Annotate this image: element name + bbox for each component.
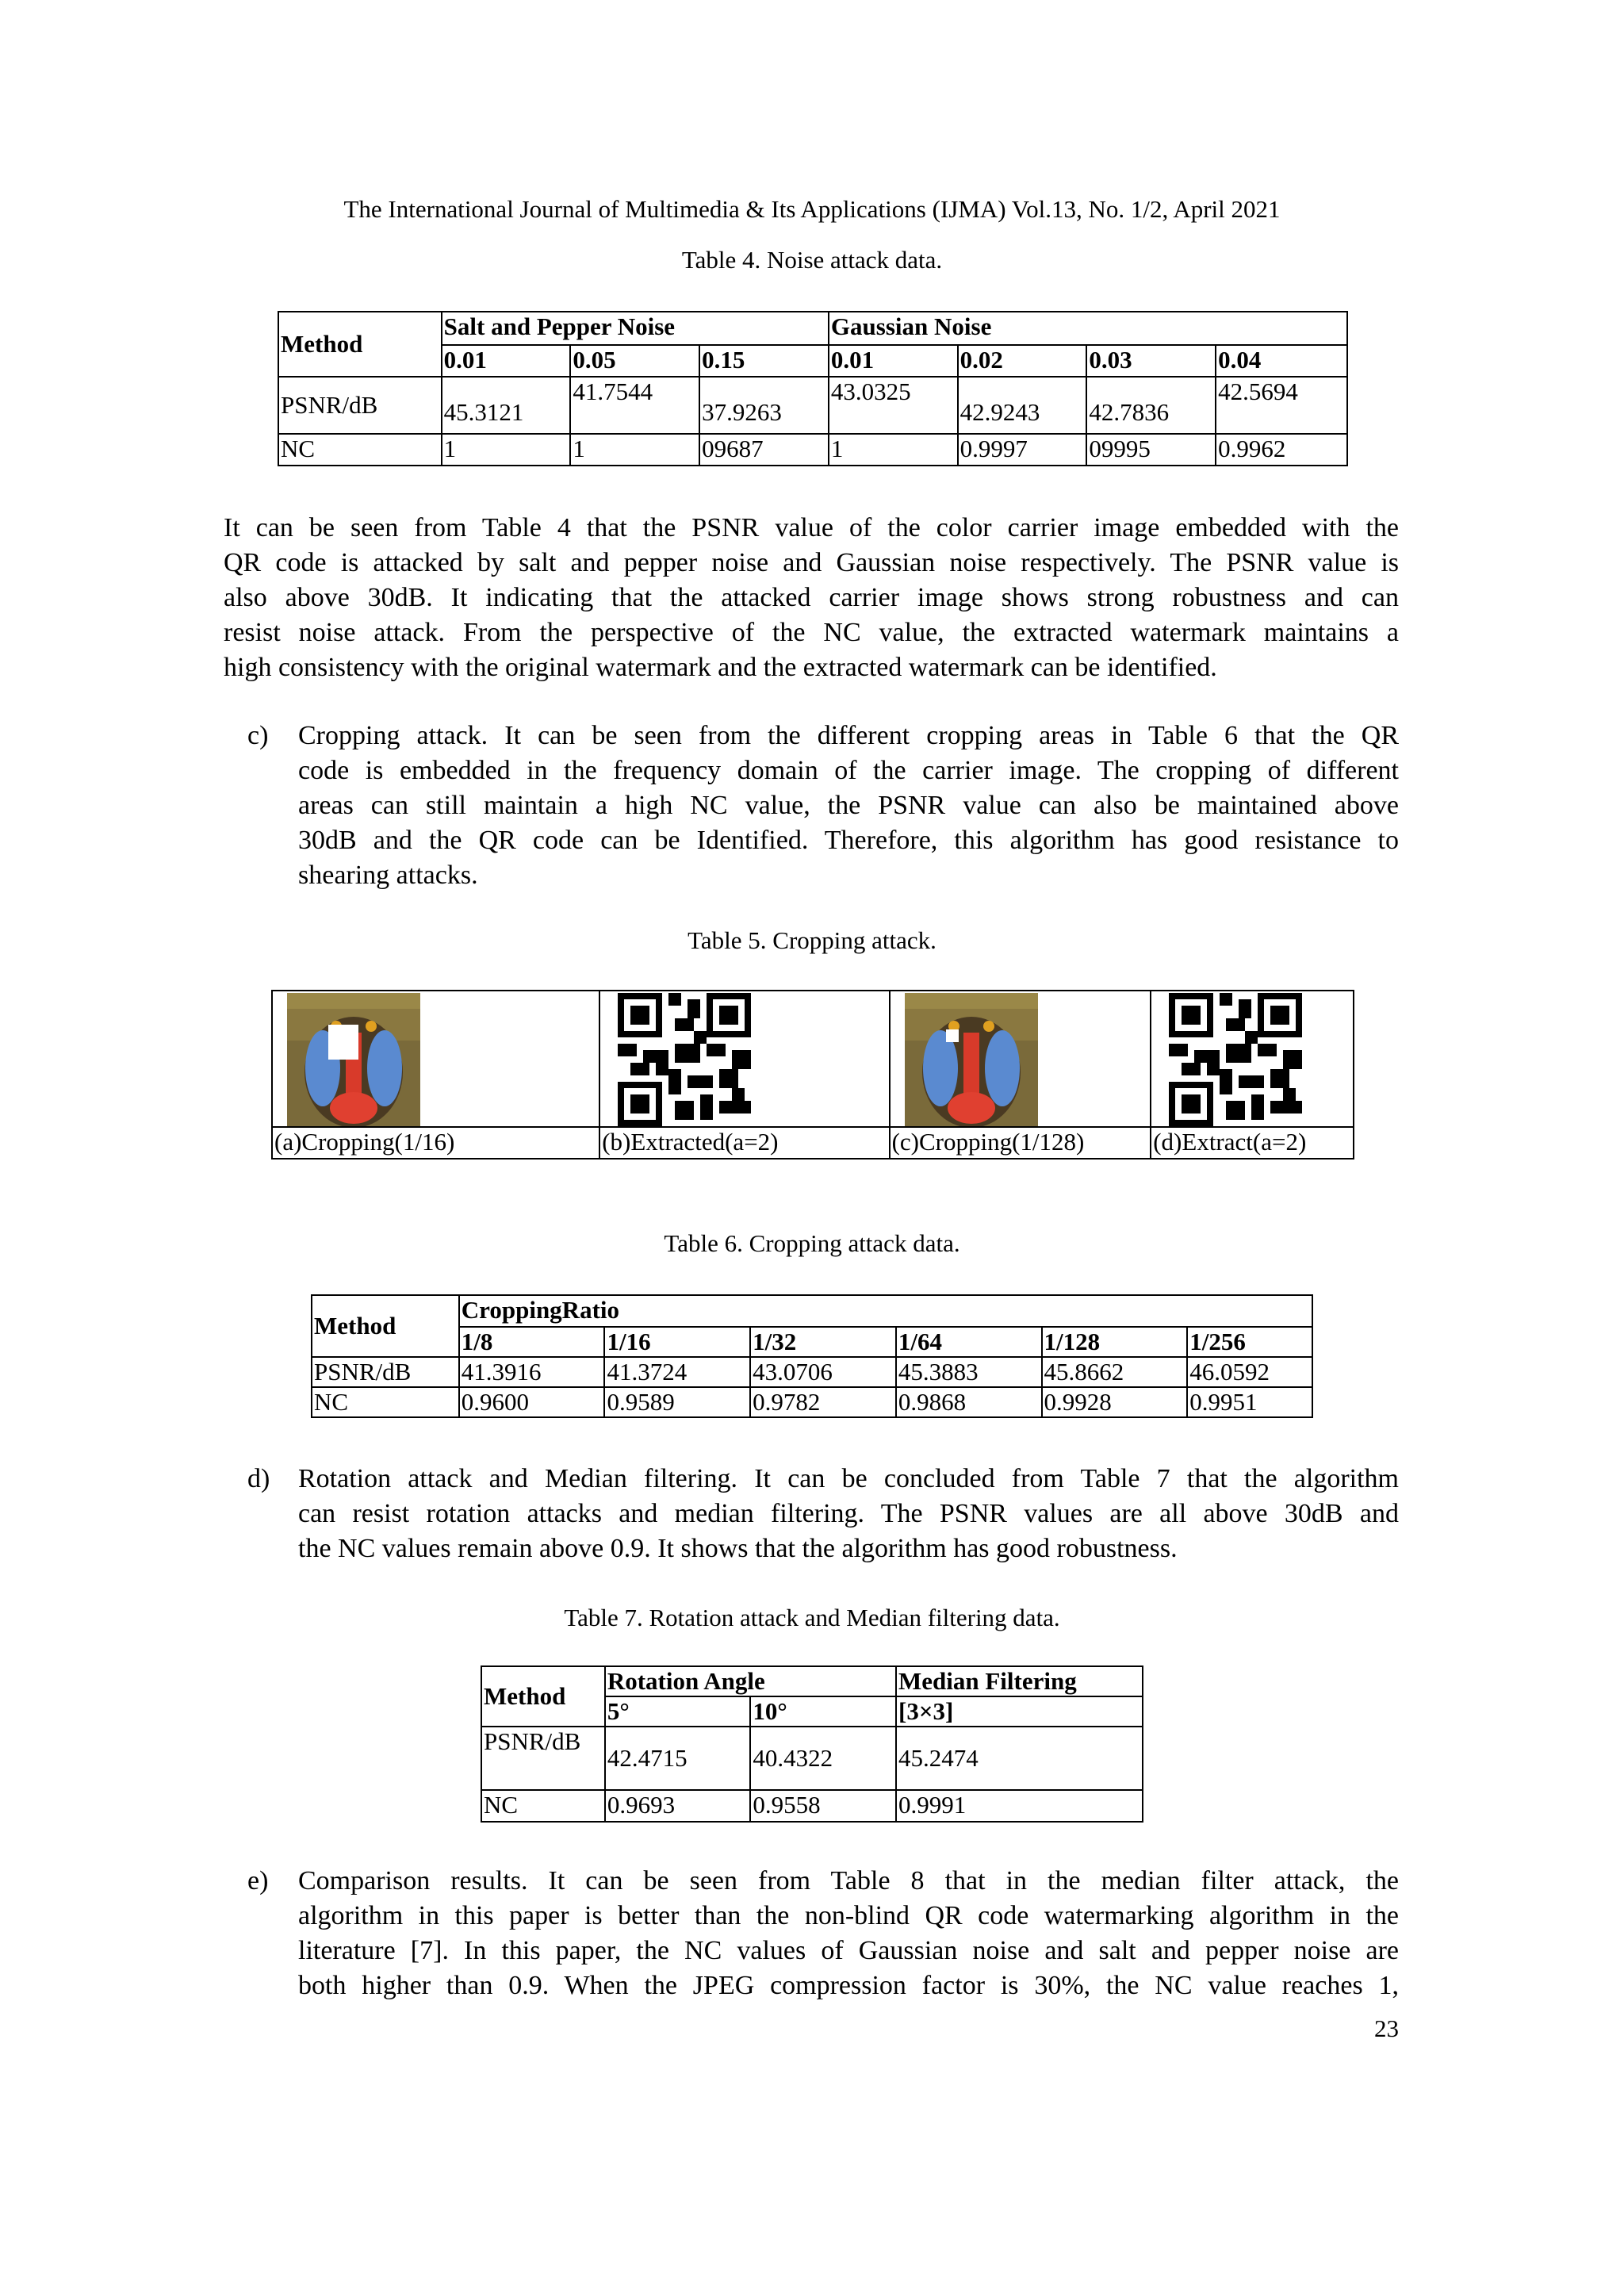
table6-col: 1/32 — [750, 1327, 896, 1357]
table5-label: (c)Cropping(1/128) — [890, 1127, 1151, 1159]
text-line: It can be seen from Table 4 that the PSNR value of the color carrier image embedded with the — [224, 513, 1399, 542]
table6-col: 1/16 — [604, 1327, 750, 1357]
table5-label: (b)Extracted(a=2) — [599, 1127, 889, 1159]
text-line: Cropping attack. It can be seen from the different cropping areas in Table 6 that the QR — [298, 721, 1399, 750]
table6-cell: 45.3883 — [896, 1357, 1042, 1387]
table6-cell: 41.3724 — [604, 1357, 750, 1387]
text-line: areas can still maintain a high NC value, the PSNR value can also be maintained above — [298, 791, 1399, 820]
table4-method-header: Method — [278, 312, 442, 377]
text-line: Comparison results. It can be seen from Table 8 that in the median filter attack, the — [298, 1866, 1399, 1895]
qr-code-extracted-image — [1169, 993, 1302, 1126]
table6-cell: 0.9782 — [750, 1387, 896, 1417]
table7-col: 5° — [605, 1696, 751, 1727]
table-row — [312, 1387, 1312, 1417]
table7-cell: 0.9558 — [750, 1790, 896, 1822]
text-line: the NC values remain above 0.9. It shows that the algorithm has good robustness. — [298, 1534, 1178, 1563]
qr-code-extracted-image — [618, 993, 751, 1126]
table-row — [481, 1727, 1143, 1790]
table5 — [271, 990, 1354, 1159]
table4-row-label: PSNR/dB — [278, 377, 442, 434]
table4-col: 0.04 — [1216, 345, 1347, 377]
table6 — [311, 1294, 1313, 1418]
table4-cell: 43.0325 — [829, 377, 958, 434]
table6-col: 1/64 — [896, 1327, 1042, 1357]
table7-cell: 40.4322 — [750, 1727, 896, 1790]
table6-cell: 43.0706 — [750, 1357, 896, 1387]
table4-cell: 0.9962 — [1216, 434, 1347, 466]
table4-cell: 42.5694 — [1216, 377, 1347, 434]
table6-cell: 0.9868 — [896, 1387, 1042, 1417]
table6-method-header: Method — [312, 1295, 459, 1357]
table7-col: [3×3] — [896, 1696, 1143, 1727]
table4-cell: 1 — [829, 434, 958, 466]
table6-col: 1/128 — [1042, 1327, 1188, 1357]
text-line: algorithm in this paper is better than the non-blind QR code watermarking algorithm in the — [298, 1901, 1399, 1930]
table7-cell: 45.2474 — [896, 1727, 1143, 1790]
table6-cell: 46.0592 — [1187, 1357, 1312, 1387]
table7-group-median: Median Filtering — [896, 1666, 1143, 1696]
text-line: can resist rotation attacks and median filtering. The PSNR values are all above 30dB and — [298, 1499, 1399, 1528]
list-item-body — [298, 1864, 1399, 2003]
baboon-cropped-image — [905, 993, 1038, 1126]
table4-group-gaussian: Gaussian Noise — [829, 312, 1347, 345]
table5-caption: Table 5. Cropping attack. — [688, 926, 936, 954]
table5-label: (a)Cropping(1/16) — [272, 1127, 599, 1159]
table4-cell: 42.9243 — [958, 377, 1087, 434]
table5-label: (d)Extract(a=2) — [1151, 1127, 1354, 1159]
table7-method-header: Method — [481, 1666, 605, 1727]
table7-cell: 42.4715 — [605, 1727, 751, 1790]
table7-row-label: NC — [481, 1790, 605, 1822]
table6-cell: 41.3916 — [459, 1357, 605, 1387]
table-row — [278, 377, 1347, 434]
table4-cell: 37.9263 — [699, 377, 829, 434]
list-item-marker: e) — [247, 1866, 269, 1895]
table4-cell: 09687 — [699, 434, 829, 466]
page-number: 23 — [1374, 2014, 1399, 2042]
table5-image-cell — [272, 991, 599, 1127]
table-row — [481, 1790, 1143, 1822]
list-item-body — [298, 1462, 1399, 1566]
table7 — [481, 1665, 1143, 1823]
text-line: both higher than 0.9. When the JPEG compression factor is 30%, the NC value reaches 1, — [298, 1971, 1399, 2000]
baboon-cropped-image — [287, 993, 420, 1126]
table6-col: 1/8 — [459, 1327, 605, 1357]
table6-cell: 0.9600 — [459, 1387, 605, 1417]
table7-cell: 0.9991 — [896, 1790, 1143, 1822]
table4-caption: Table 4. Noise attack data. — [681, 246, 943, 274]
body-paragraph — [224, 511, 1399, 685]
table4-cell: 0.9997 — [958, 434, 1087, 466]
journal-header: The International Journal of Multimedia & Its Applications (IJMA) Vol.13, No. 1/2, April 2021 — [343, 195, 1281, 223]
table4-cell: 09995 — [1086, 434, 1216, 466]
table6-group-cropping-ratio: CroppingRatio — [459, 1295, 1312, 1327]
table4-col: 0.01 — [442, 345, 571, 377]
table-row — [278, 434, 1347, 466]
text-line: code is embedded in the frequency domain of the carrier image. The cropping of different — [298, 756, 1399, 785]
table4-col: 0.05 — [570, 345, 699, 377]
text-line: Rotation attack and Median filtering. It can be concluded from Table 7 that the algorithm — [298, 1464, 1399, 1493]
table4 — [278, 311, 1348, 466]
text-line: literature [7]. In this paper, the NC values of Gaussian noise and salt and pepper noise are — [298, 1936, 1399, 1965]
list-item-marker: c) — [247, 721, 269, 750]
text-line: also above 30dB. It indicating that the attacked carrier image shows strong robustness and can — [224, 583, 1399, 612]
table6-row-label: NC — [312, 1387, 459, 1417]
table4-cell: 45.3121 — [442, 377, 571, 434]
table6-cell: 0.9951 — [1187, 1387, 1312, 1417]
table5-image-cell — [599, 991, 889, 1127]
table4-row-label: NC — [278, 434, 442, 466]
table7-cell: 0.9693 — [605, 1790, 751, 1822]
table4-col: 0.02 — [958, 345, 1087, 377]
table7-col: 10° — [750, 1696, 896, 1727]
table6-caption: Table 6. Cropping attack data. — [664, 1229, 960, 1257]
text-line: 30dB and the QR code can be Identified. Therefore, this algorithm has good resistance to — [298, 826, 1399, 855]
table4-col: 0.15 — [699, 345, 829, 377]
table6-cell: 0.9928 — [1042, 1387, 1188, 1417]
table4-col: 0.03 — [1086, 345, 1216, 377]
table4-cell: 42.7836 — [1086, 377, 1216, 434]
table6-cell: 45.8662 — [1042, 1357, 1188, 1387]
table7-group-rotation: Rotation Angle — [605, 1666, 896, 1696]
table5-image-cell — [1151, 991, 1354, 1127]
list-item-body — [298, 719, 1399, 893]
list-item-marker: d) — [247, 1464, 270, 1493]
table5-image-cell — [890, 991, 1151, 1127]
table4-col: 0.01 — [829, 345, 958, 377]
table4-cell: 1 — [442, 434, 571, 466]
text-line: high consistency with the original watermark and the extracted watermark can be identified. — [224, 653, 1217, 682]
table-row — [312, 1357, 1312, 1387]
text-line: QR code is attacked by salt and pepper noise and Gaussian noise respectively. The PSNR value is — [224, 548, 1399, 577]
table4-group-salt-pepper: Salt and Pepper Noise — [442, 312, 829, 345]
text-line: shearing attacks. — [298, 861, 478, 890]
table7-caption: Table 7. Rotation attack and Median filtering data. — [564, 1604, 1060, 1631]
text-line: resist noise attack. From the perspective of the NC value, the extracted watermark maintains a — [224, 618, 1399, 647]
table4-cell: 1 — [570, 434, 699, 466]
table4-cell: 41.7544 — [570, 377, 699, 434]
table6-col: 1/256 — [1187, 1327, 1312, 1357]
table7-row-label: PSNR/dB — [481, 1727, 605, 1790]
table6-cell: 0.9589 — [604, 1387, 750, 1417]
table6-row-label: PSNR/dB — [312, 1357, 459, 1387]
